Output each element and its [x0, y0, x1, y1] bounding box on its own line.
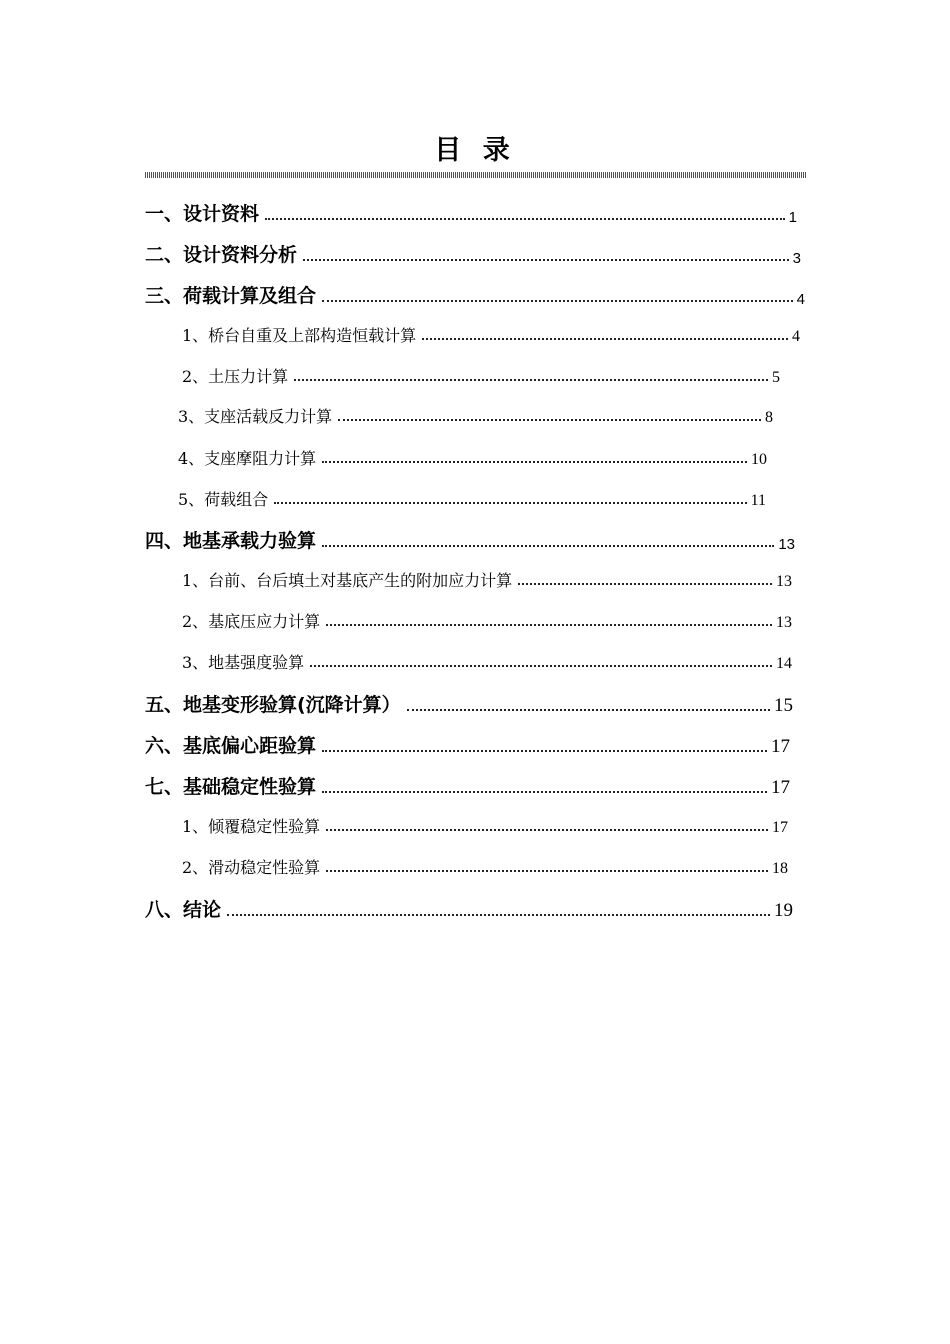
toc-entry-label: 2、土压力计算: [182, 367, 289, 386]
toc-page-number: 14: [776, 655, 792, 672]
toc-entry-label: 1、倾覆稳定性验算: [182, 817, 321, 836]
toc-entry-label: 四、地基承载力验算: [145, 530, 317, 552]
toc-entry-8[interactable]: [145, 895, 793, 922]
toc-entry-label: 3、地基强度验算: [182, 653, 305, 672]
toc-entry-label: 3、支座活载反力计算: [178, 407, 333, 426]
dot-leader: [310, 664, 772, 667]
dot-leader: [322, 544, 774, 547]
toc-entry-3-1[interactable]: [182, 323, 800, 346]
toc-entry-label: 2、基底压应力计算: [182, 612, 321, 631]
dot-leader: [322, 460, 747, 463]
toc-page-number: 4: [796, 291, 805, 308]
dot-leader: [294, 378, 768, 381]
dot-leader: [274, 501, 746, 504]
toc-entry-label: 一、设计资料: [145, 203, 260, 225]
toc-title: 目 录: [434, 135, 516, 166]
toc-page-number: 11: [750, 492, 766, 509]
toc-page-number: 5: [772, 369, 780, 386]
toc-page-number: 10: [751, 451, 767, 468]
toc-entry-7[interactable]: [145, 772, 790, 799]
toc-page-number: 17: [771, 736, 790, 757]
toc-entry-label: 2、滑动稳定性验算: [182, 858, 321, 877]
toc-entry-3[interactable]: [145, 281, 805, 308]
toc-entry-2[interactable]: [145, 240, 801, 267]
dot-leader: [322, 790, 767, 793]
dot-leader: [338, 418, 761, 421]
toc-entry-4-1[interactable]: [182, 568, 792, 591]
dot-leader: [326, 828, 768, 831]
toc-entry-4-2[interactable]: [182, 609, 792, 632]
toc-entry-3-4[interactable]: [178, 446, 767, 469]
dot-leader: [227, 913, 770, 916]
toc-entry-label: 二、设计资料分析: [145, 244, 298, 266]
toc-entry-1[interactable]: [145, 199, 797, 226]
dot-leader: [518, 582, 772, 585]
toc-page-number: 13: [776, 614, 792, 631]
dot-leader: [422, 337, 788, 340]
toc-page-number: 15: [774, 695, 793, 716]
toc-entry-4[interactable]: [145, 526, 795, 553]
toc-entry-4-3[interactable]: [182, 650, 792, 673]
toc-page-number: 17: [771, 777, 790, 798]
dot-leader: [326, 623, 772, 626]
toc-page-number: 19: [774, 900, 793, 921]
toc-page-number: 3: [792, 250, 801, 267]
toc-entry-label: 六、基底偏心距验算: [145, 735, 317, 757]
toc-page-number: 1: [788, 209, 797, 226]
toc-entry-3-3[interactable]: [178, 404, 773, 427]
toc-page-number: 18: [772, 860, 788, 877]
toc-page-number: 17: [772, 819, 788, 836]
toc-entry-7-2[interactable]: [182, 855, 788, 878]
dot-leader: [322, 299, 793, 302]
dot-leader: [322, 749, 767, 752]
dot-leader: [303, 258, 789, 261]
toc-entry-label: 1、桥台自重及上部构造恒载计算: [182, 326, 417, 345]
toc-entry-label: 五、地基变形验算(沉降计算）: [145, 694, 401, 716]
toc-entry-3-2[interactable]: [182, 364, 780, 387]
toc-entry-label: 4、支座摩阻力计算: [178, 449, 317, 468]
toc-entry-label: 八、结论: [145, 899, 222, 921]
dot-leader: [265, 217, 785, 220]
toc-page-number: 4: [792, 328, 800, 345]
dot-leader: [407, 708, 770, 711]
toc-entry-label: 三、荷载计算及组合: [145, 285, 317, 307]
toc-entry-label: 5、荷载组合: [178, 490, 269, 509]
toc-entry-3-5[interactable]: [178, 487, 766, 510]
toc-entry-7-1[interactable]: [182, 814, 788, 837]
toc-page-number: 13: [778, 536, 795, 553]
dot-leader: [326, 869, 768, 872]
toc-page-number: 8: [765, 409, 773, 426]
toc-entry-label: 七、基础稳定性验算: [145, 776, 317, 798]
toc-entry-label: 1、台前、台后填土对基底产生的附加应力计算: [182, 571, 513, 590]
toc-entry-6[interactable]: [145, 731, 790, 758]
toc-page-number: 13: [776, 573, 792, 590]
toc-entry-5[interactable]: [145, 690, 793, 717]
